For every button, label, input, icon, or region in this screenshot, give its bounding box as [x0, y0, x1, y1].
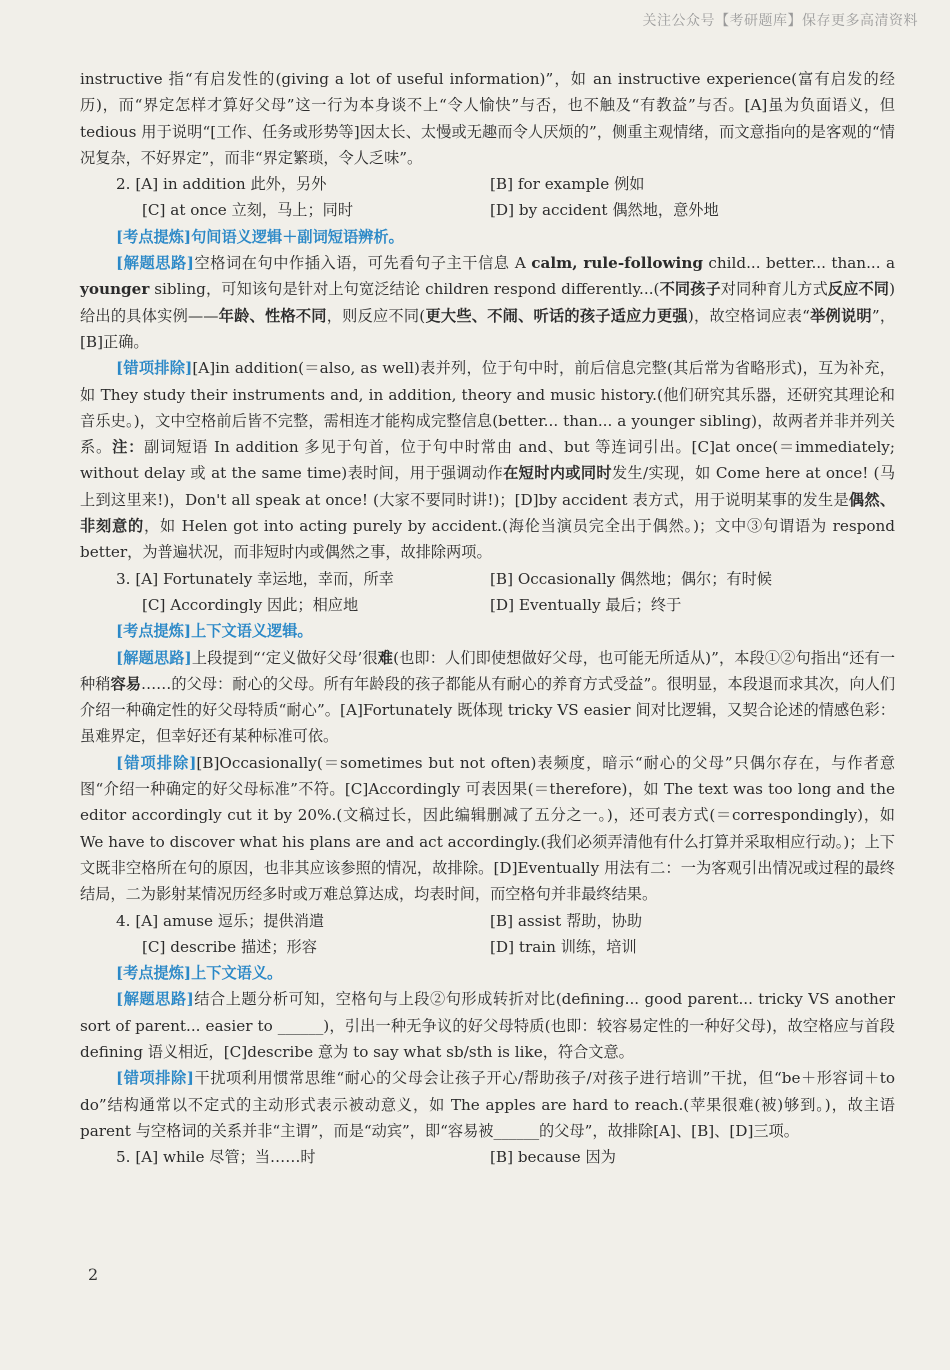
- q3-elim: [80, 750, 895, 908]
- q3-idea: [80, 645, 895, 750]
- q2-idea-bold: 年龄、性格不同: [218, 306, 327, 325]
- q4-option-b: [B] assist 帮助，协助: [490, 911, 643, 930]
- q5-option-a: 5. [A] while 尽管；当……时: [116, 1148, 316, 1167]
- q4-point: [考点提炼]上下文语义。: [116, 964, 283, 983]
- q3-option-b: [B] Occasionally 偶然地；偶尔；有时候: [490, 569, 772, 588]
- q2-elim-tag: [错项排除]: [116, 359, 193, 378]
- q2-option-c: [C] at once 立刻，马上；同时: [142, 201, 354, 220]
- q2-elim-text: [A]in addition(＝also, as well)表并列，位于句中时，前后信息完整(其后常为省略形式)，互为补充，如 They study their instruments and, in addition, theory and music history.(他们研究其乐器，还研究其理论和音乐史。)，文中空格前后皆不完整，需相连才能构成完整信息(better... than... a younger sibling)，故两者并非并列关系。: [80, 359, 895, 457]
- q4-options: [80, 908, 895, 961]
- page-number: 2: [88, 1265, 99, 1284]
- q3-options: [80, 566, 895, 619]
- q3-elim-tag: [错项排除]: [116, 753, 197, 772]
- q2-idea-bold: 更大些、不闹、听话的孩子适应力更强: [425, 306, 688, 325]
- watermark-text: 关注公众号【考研题库】保存更多高清资料: [642, 13, 918, 29]
- q2-idea-text: )，故空格词应表“: [687, 306, 810, 325]
- q4-idea-text: 结合上题分析可知，空格句与上段②句形成转折对比(defining... good parent... tricky VS another sort of parent... easier to ______)，引出一种无争议的好父母特质(也即：较容易定性的一种好父母)，故空格应与首段 defining 语义相近，[C]describe 意为 to say what sb/sth is like，符合文意。: [80, 990, 895, 1061]
- q4-option-a: 4. [A] amuse 逗乐；提供消遣: [116, 911, 325, 930]
- q2-elim-bold: 偶然、非刻意的: [80, 490, 896, 536]
- intro-paragraph: instructive 指“有启发性的(giving a lot of useful information)”，如 an instructive experience(富有启发的经历)，而“界定怎样才算好父母”这一行为本身谈不上“令人愉快”与否，也不触及“有教益”与否。[A]虽为负面语义，但 tedious 用于说明“[工作、任务或形势等]因太长、太慢或无趣而令人厌烦的”，侧重主观情绪，而文意指向的是客观的“情况复杂，不好界定”，而非“界定繁琐，令人乏味”。: [80, 70, 895, 167]
- q2-elim-text: 副词短语 In addition 多见于句首，位于句中时常由 and、but 等连词引出。[C]at once(＝immediately; without delay 或 at the same time)表时间，用于强调动作: [80, 438, 895, 483]
- q2-idea-text: sibling，可知该句是针对上句宽泛结论 children respond differently...(: [149, 280, 660, 299]
- q2-idea-text: ，则反应不同(: [326, 306, 426, 325]
- q5-option-b: [B] because 因为: [490, 1148, 616, 1167]
- q4-elim-tag: [错项排除]: [116, 1069, 194, 1088]
- q3-idea-text: 上段提到“‘定义做好父母’很: [191, 648, 378, 667]
- q2-elim-bold: 在短时内或同时: [503, 464, 612, 483]
- q2-option-d: [D] by accident 偶然地，意外地: [490, 201, 719, 220]
- q2-idea-bold: calm, rule-following: [531, 254, 703, 273]
- q2-idea-bold: younger: [80, 280, 150, 299]
- q5-options: [80, 1144, 895, 1170]
- q2-point: [考点提炼]句间语义逻辑＋副词短语辨析。: [116, 227, 404, 246]
- q2-idea-text: )给出的具体实例——: [80, 280, 896, 325]
- q4-idea: [80, 986, 895, 1065]
- q2-idea-text: ”，[B]正确。: [80, 306, 896, 351]
- q3-idea-bold: 容易: [110, 674, 141, 693]
- q3-idea-tag: [解题思路]: [116, 648, 192, 667]
- q4-idea-tag: [解题思路]: [116, 990, 194, 1009]
- q2-idea-bold: 反应不同: [827, 280, 890, 299]
- q2-idea-text: child... better... than... a: [702, 254, 895, 273]
- q2-idea-tag: [解题思路]: [116, 254, 194, 273]
- q2-option-b: [B] for example 例如: [490, 175, 645, 194]
- q3-elim-text: [B]Occasionally(＝sometimes but not often)表频度，暗示“耐心的父母”只偶尔存在，与作者意图“介绍一种确定的好父母标准”不符。[C]Accordingly 可表因果(＝therefore)，如 The text was too long and the editor accordingly cut it by 20%.(文稿过长，因此编辑删减了五分之一。)，还可表方式(＝correspondingly)，如 We have to discover what his plans are and act accordingly.(我们必须弄清他有什么打算并采取相应行动。)；上下文既非空格所在句的原因，也非其应该参照的情况，故排除。[D]Eventually 用法有二：一为客观引出情况或过程的最终结局，二为影射某情况历经多时或万难总算达成，均表时间，而空格句并非最终结果。: [80, 753, 896, 904]
- q2-elim-text: ，如 Helen got into acting purely by accident.(海伦当演员完全出于偶然。)；文中③句谓语为 respond better，为普遍状况，而非短时内或偶然之事，故排除两项。: [80, 517, 896, 562]
- q3-point: [考点提炼]上下文语义逻辑。: [116, 622, 313, 641]
- q2-elim: [80, 355, 895, 565]
- q2-idea-bold: 不同孩子: [659, 280, 721, 299]
- q4-elim-text: 干扰项利用惯常思维“耐心的父母会让孩子开心/帮助孩子/对孩子进行培训”干扰，但“be＋形容词＋to do”结构通常以不定式的主动形式表示被动意义，如 The apples are hard to reach.(苹果很难(被)够到。)，故主语 parent 与空格词的关系并非“主谓”，而是“动宾”，即“容易被______的父母”，故排除[A]、[B]、[D]三项。: [80, 1069, 896, 1140]
- q3-option-d: [D] Eventually 最后；终于: [490, 595, 682, 614]
- q2-idea-text: 对同种育儿方式: [720, 280, 828, 299]
- q3-idea-text: (也即：人们即使想做好父母，也可能无所适从)”，本段①②句指出“还有一种稍: [80, 648, 896, 693]
- q3-idea-text: ……的父母：耐心的父母。所有年龄段的孩子都能从有耐心的养育方式受益”。很明显，本段退而求其次，向人们介绍一种确定性的好父母特质“耐心”。[A]Fortunately 既体现 tricky VS easier 间对比逻辑，又契合论述的情感色彩：虽难界定，但幸好还有某种标准可依。: [80, 674, 896, 746]
- q2-option-a: 2. [A] in addition 此外，另外: [116, 175, 327, 194]
- q3-option-c: [C] Accordingly 因此；相应地: [142, 595, 359, 614]
- q3-option-a: 3. [A] Fortunately 幸运地，幸而，所幸: [116, 569, 394, 588]
- q2-idea-text: 空格词在句中作插入语，可先看句子主干信息 A: [193, 254, 532, 273]
- q4-option-c: [C] describe 描述；形容: [142, 937, 317, 956]
- q2-elim-text: 发生/实现，如 Come here at once! (马上到这里来!)，Don't all speak at once! (大家不要同时讲!)；[D]by accident 表方式，用于说明某事的发生是: [80, 464, 896, 509]
- q4-elim: [80, 1065, 895, 1144]
- q2-idea-bold: 举例说明: [809, 306, 872, 325]
- q2-idea: [80, 250, 895, 355]
- q3-idea-bold: 难: [377, 648, 394, 667]
- q2-elim-bold: 注：: [112, 438, 145, 457]
- q2-options: [80, 171, 895, 224]
- q4-option-d: [D] train 训练，培训: [490, 937, 637, 956]
- page-content: [80, 66, 895, 1170]
